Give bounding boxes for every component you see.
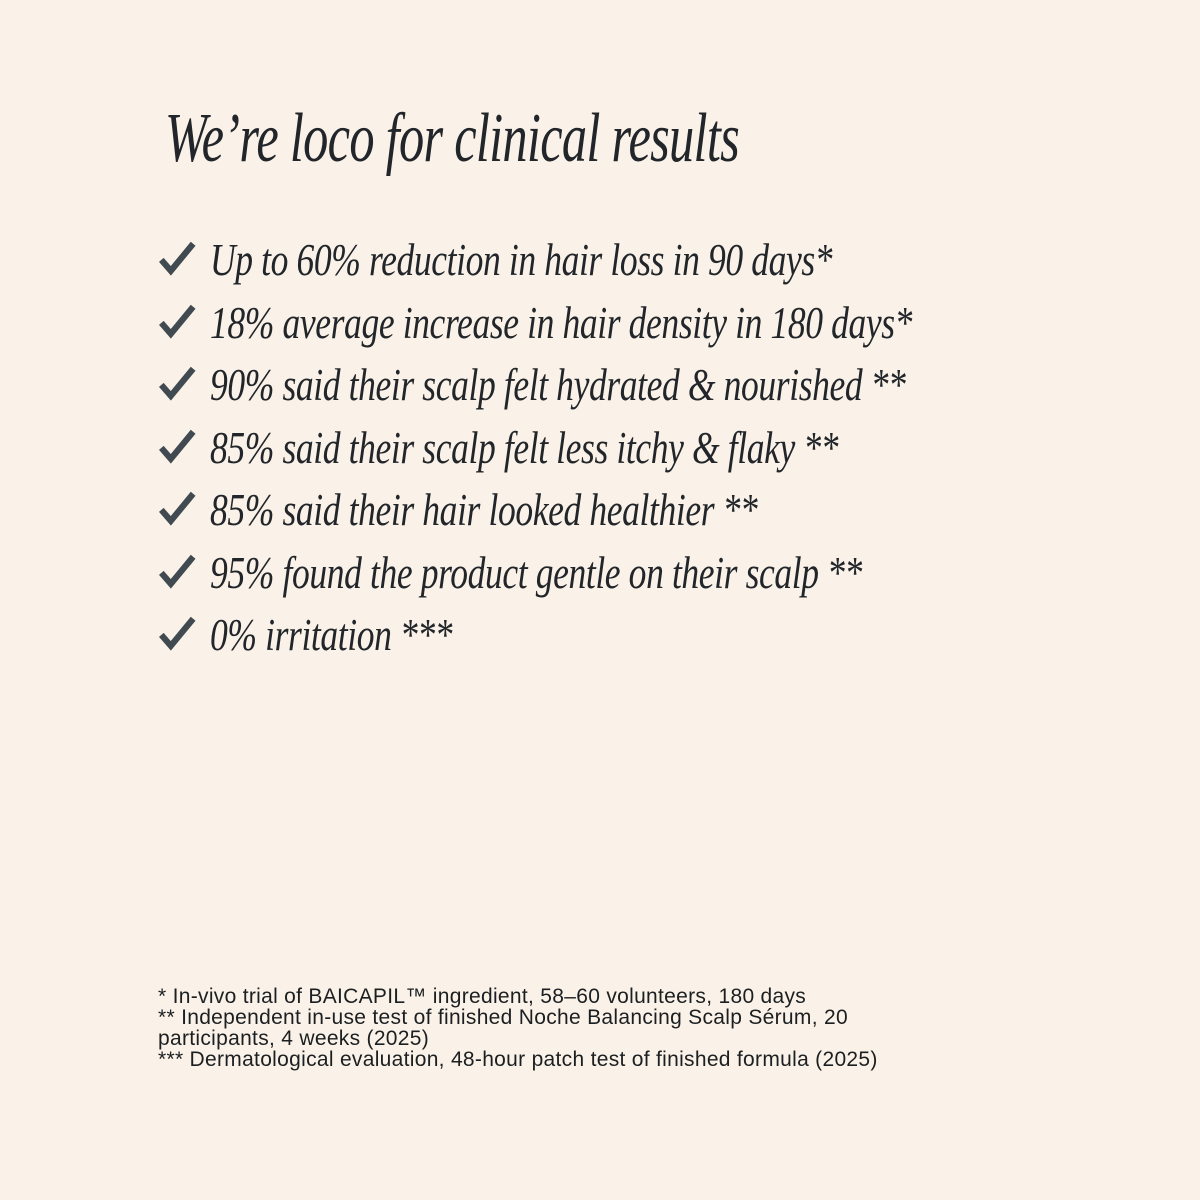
footnote-line: participants, 4 weeks (2025): [158, 1027, 430, 1050]
checkmark-icon: [158, 615, 196, 651]
list-item-text: 90% said their scalp felt hydrated & nourished **: [210, 360, 906, 411]
footnote-line: * In-vivo trial of BAICAPIL™ ingredient, 58–60 volunteers, 180 days: [158, 985, 807, 1008]
list-item: [158, 604, 1099, 667]
list-item-text: Up to 60% reduction in hair loss in 90 days*: [210, 235, 833, 286]
checkmark-icon: [158, 240, 196, 276]
footnotes: [158, 986, 878, 1070]
checkmark-icon: [158, 365, 196, 401]
checkmark-icon: [158, 553, 196, 589]
list-item: [158, 542, 1099, 605]
list-item: [158, 417, 1099, 480]
list-item-text: 85% said their hair looked healthier **: [210, 485, 758, 536]
checkmark-icon: [158, 490, 196, 526]
checkmark-icon: [158, 428, 196, 464]
list-item-text: 18% average increase in hair density in 180 days*: [210, 297, 913, 348]
list-item: [158, 354, 1099, 417]
clinical-results-list: [158, 229, 1099, 667]
checkmark-icon: [158, 303, 196, 339]
footnote-line: ** Independent in-use test of finished Noche Balancing Scalp Sérum, 20: [158, 1006, 848, 1029]
list-item: [158, 229, 1099, 292]
list-item: [158, 479, 1099, 542]
list-item: [158, 292, 1099, 355]
list-item-text: 85% said their scalp felt less itchy & flaky **: [210, 422, 839, 473]
page-title: We’re loco for clinical results: [165, 100, 739, 177]
list-item-text: 95% found the product gentle on their scalp **: [210, 547, 862, 598]
footnote-line: *** Dermatological evaluation, 48-hour patch test of finished formula (2025): [158, 1048, 878, 1071]
list-item-text: 0% irritation ***: [210, 610, 453, 661]
